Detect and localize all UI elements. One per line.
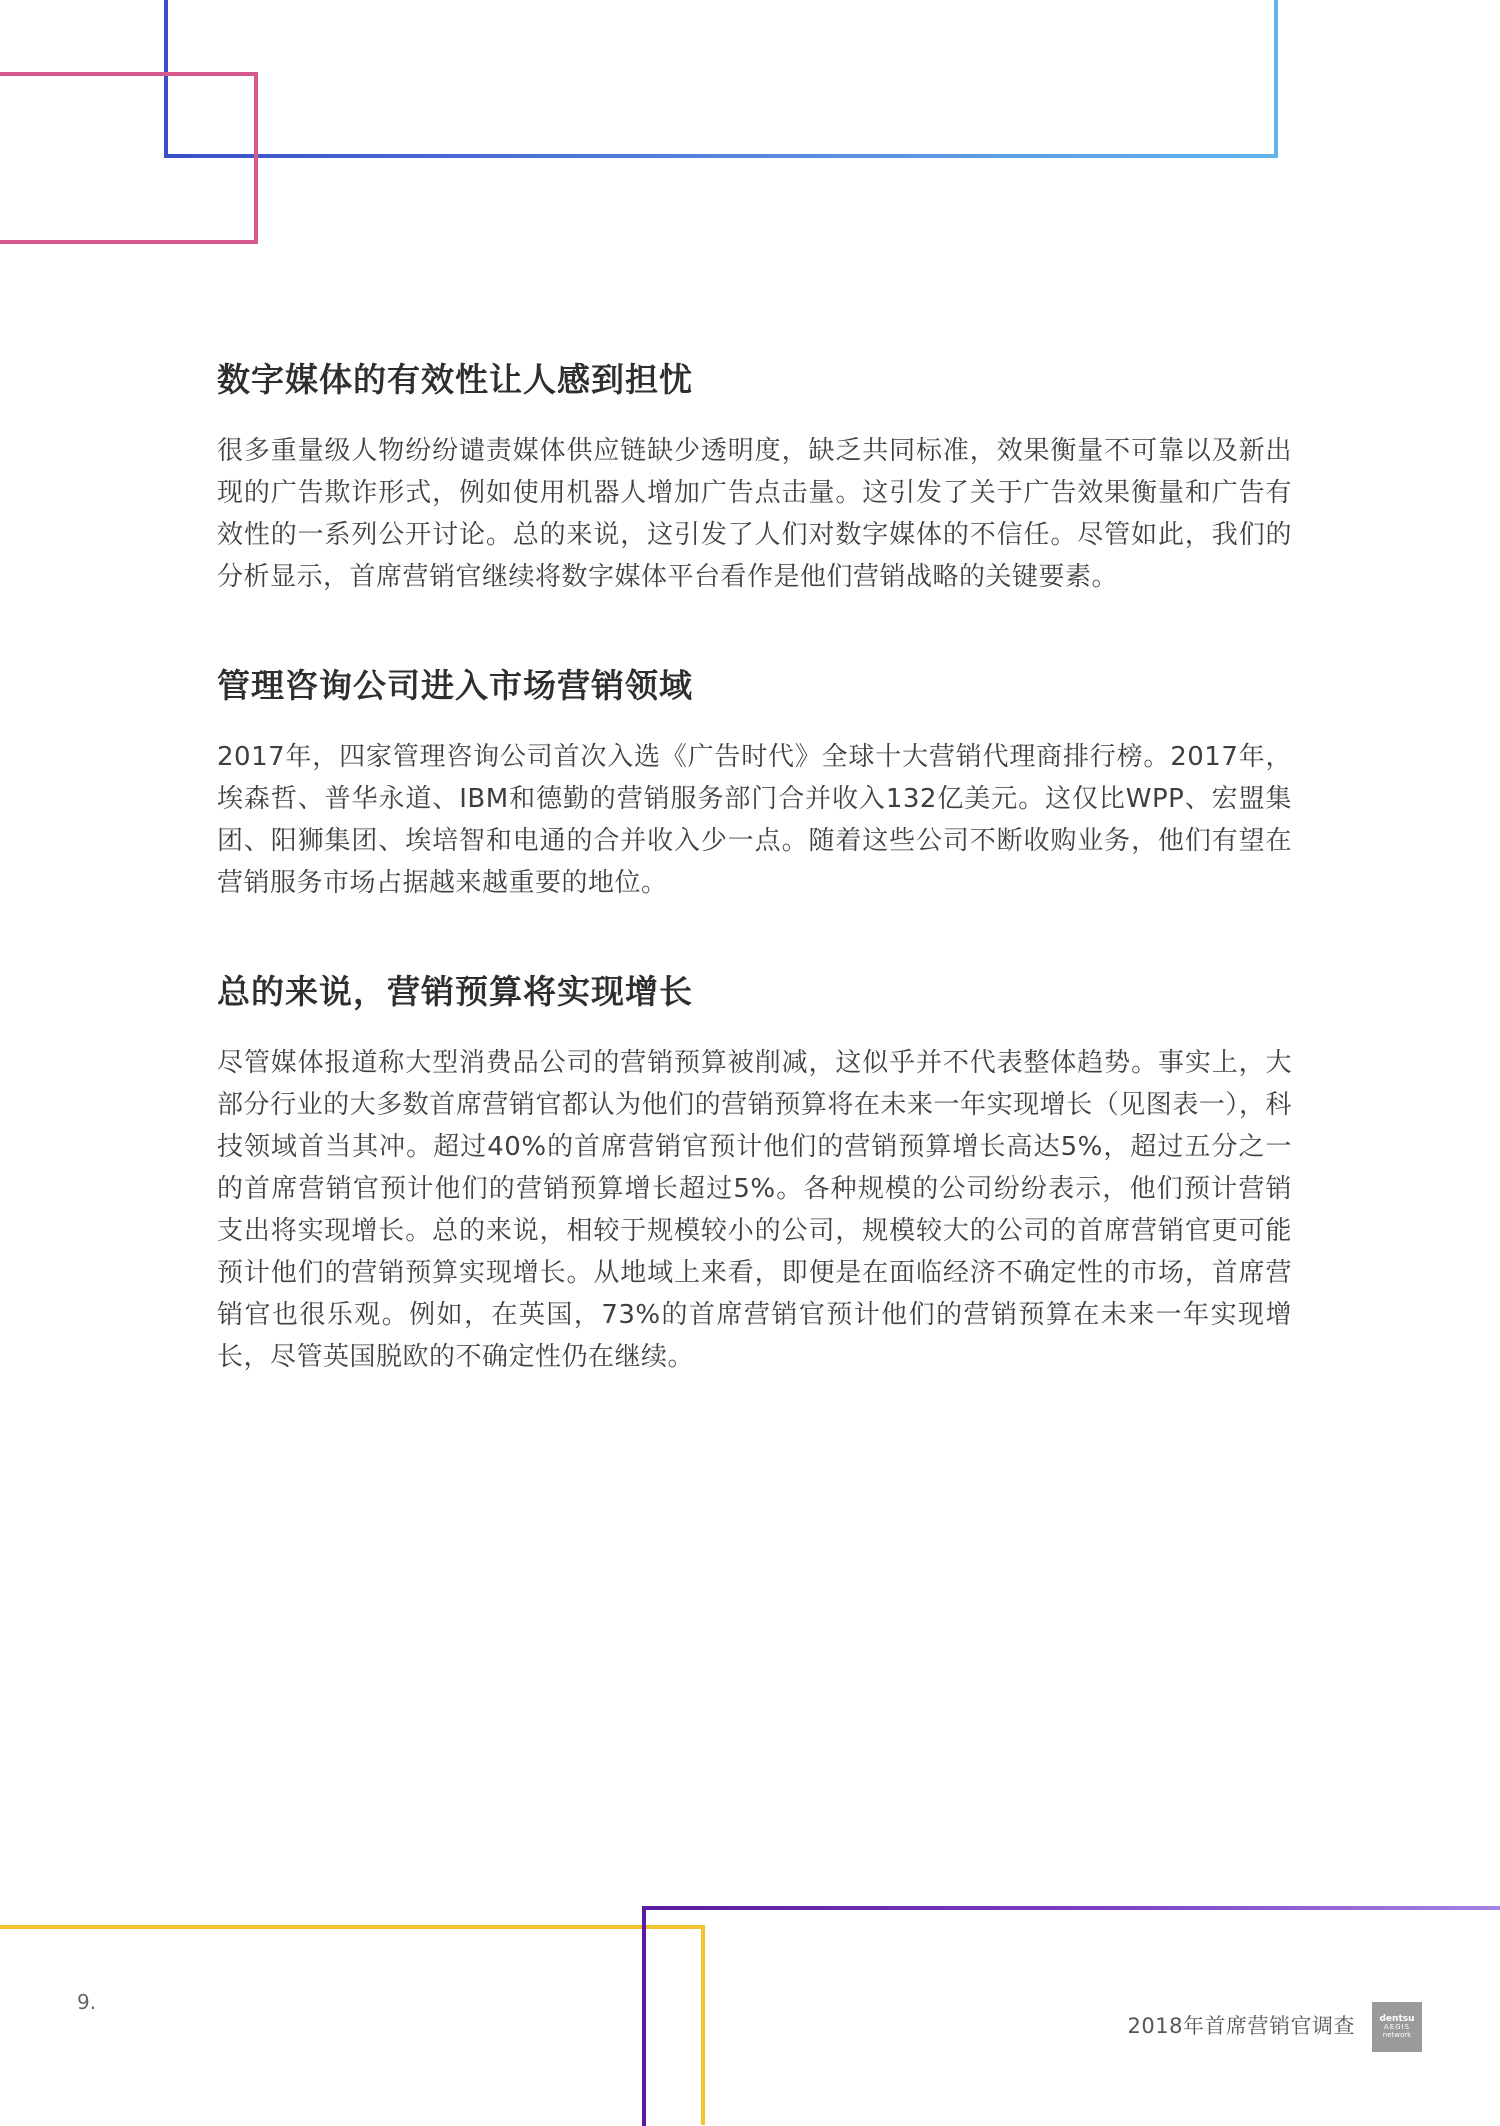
article-content — [217, 356, 1292, 1442]
section-heading: 总的来说，营销预算将实现增长 — [217, 972, 693, 1011]
section-body: 很多重量级人物纷纷谴责媒体供应链缺少透明度，缺乏共同标准，效果衡量不可靠以及新出现的广告欺诈形式，例如使用机器人增加广告点击量。这引发了关于广告效果衡量和广告有效性的一系列公开讨论。总的来说，这引发了人们对数字媒体的不信任。尽管如此，我们的分析显示，首席营销官继续将数字媒体平台看作是他们营销战略的关键要素。 — [217, 436, 1292, 592]
dentsu-aegis-logo — [1372, 2002, 1422, 2052]
page-number: 9. — [77, 1990, 97, 2014]
section-body: 2017年，四家管理咨询公司首次入选《广告时代》全球十大营销代理商排行榜。2017年，埃森哲、普华永道、IBM和德勤的营销服务部门合并收入132亿美元。这仅比WPP、宏盟集团、阳狮集团、埃培智和电通的合并收入少一点。随着这些公司不断收购业务，他们有望在营销服务市场占据越来越重要的地位。 — [217, 742, 1292, 898]
section-heading: 数字媒体的有效性让人感到担忧 — [217, 360, 693, 399]
decorative-frame-yellow — [0, 1925, 705, 2125]
logo-text-line2: AEGIS — [1383, 2023, 1411, 2032]
decorative-frame-blue — [164, 0, 1278, 158]
section-consulting — [217, 662, 1292, 904]
footer-title: 2018年首席营销官调查 — [1127, 2014, 1355, 2038]
section-budget — [217, 968, 1292, 1378]
section-body: 尽管媒体报道称大型消费品公司的营销预算被削减，这似乎并不代表整体趋势。事实上，大部分行业的大多数首席营销官都认为他们的营销预算将在未来一年实现增长（见图表一），科技领域首当其冲。超过40%的首席营销官预计他们的营销预算增长高达5%，超过五分之一的首席营销官预计他们的营销预算增长超过5%。各种规模的公司纷纷表示，他们预计营销支出将实现增长。总的来说，相较于规模较小的公司，规模较大的公司的首席营销官更可能预计他们的营销预算实现增长。从地域上来看，即便是在面临经济不确定性的市场，首席营销官也很乐观。例如，在英国，73%的首席营销官预计他们的营销预算在未来一年实现增长，尽管英国脱欧的不确定性仍在继续。 — [217, 1048, 1292, 1372]
logo-text-line3: network — [1382, 2030, 1412, 2039]
decorative-frame-pink — [0, 72, 258, 244]
section-heading: 管理咨询公司进入市场营销领域 — [217, 666, 693, 705]
section-digital-media — [217, 356, 1292, 598]
logo-text-line1: dentsu — [1379, 2013, 1415, 2024]
